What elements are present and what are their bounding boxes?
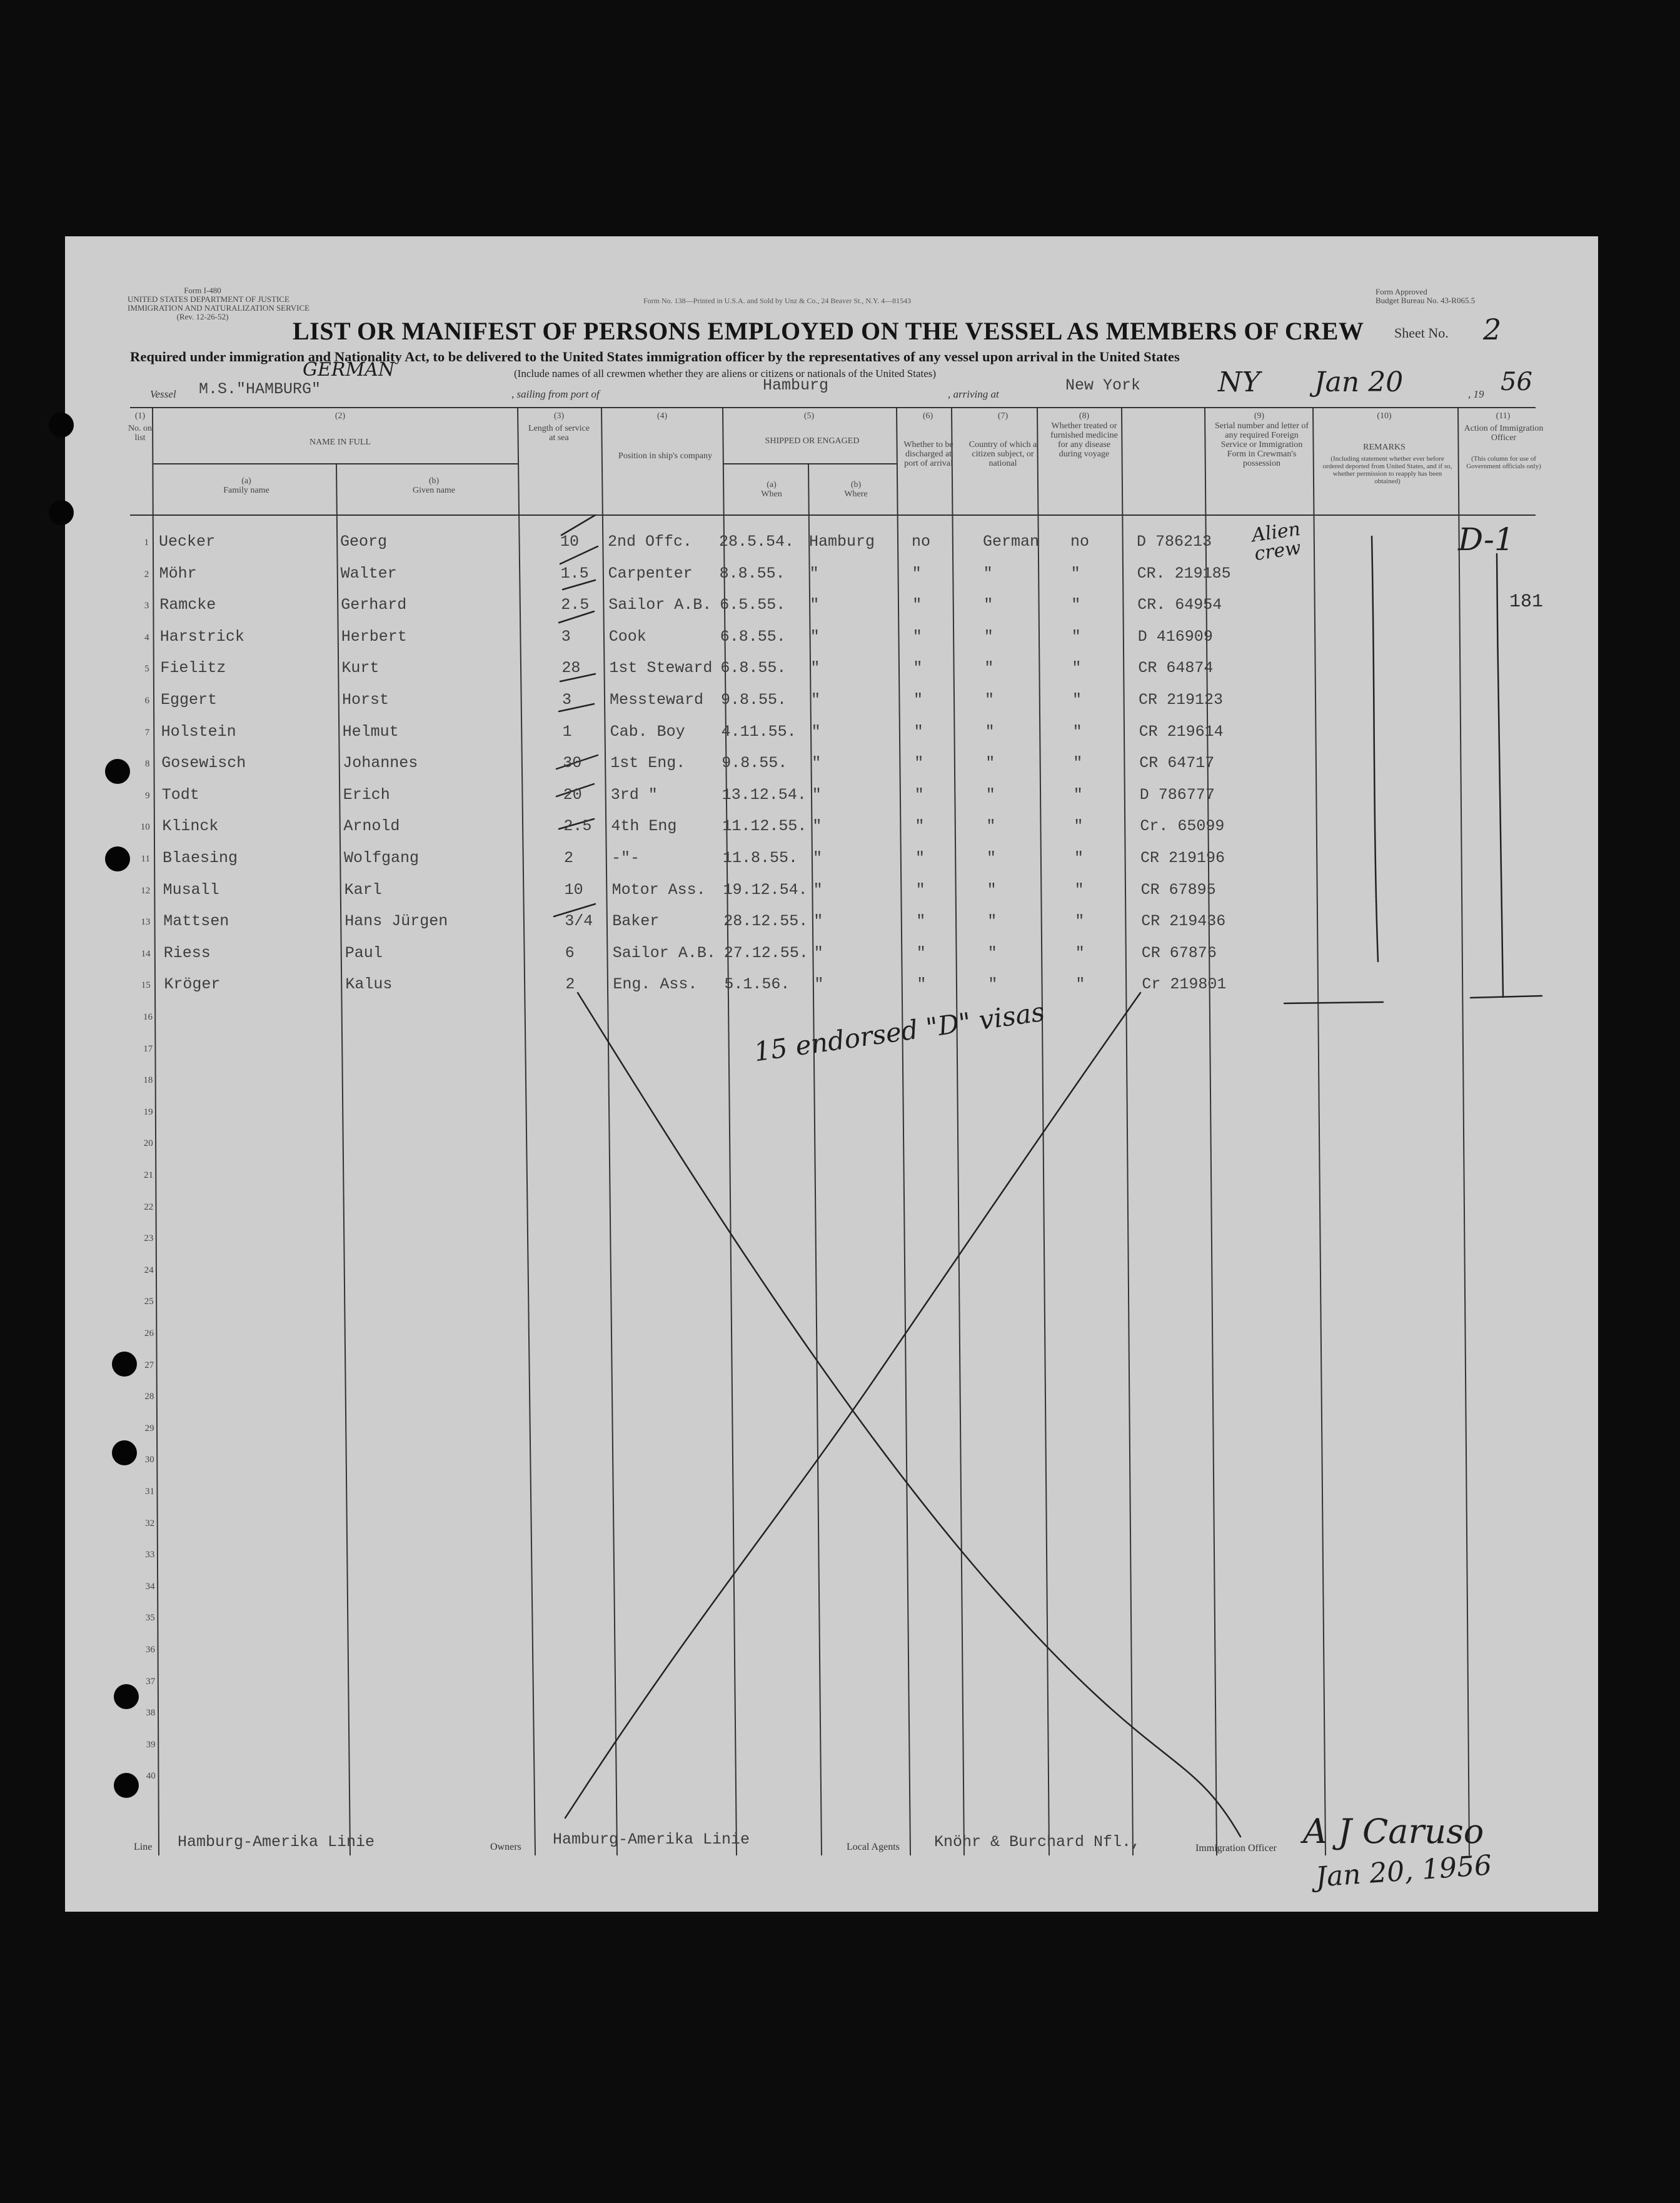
engaged-where: "	[809, 564, 819, 583]
treated: "	[1075, 975, 1085, 994]
officer-label: Immigration Officer	[1195, 1843, 1277, 1854]
service-length: 3/4	[565, 912, 593, 931]
family-name: Harstrick	[159, 627, 244, 646]
agents-label: Local Agents	[847, 1842, 900, 1852]
row-number: 33	[145, 1550, 155, 1560]
engaged-where: "	[813, 912, 823, 931]
position: Carpenter	[608, 564, 693, 583]
engaged-where: "	[811, 691, 821, 709]
revision: (Rev. 12-26-52)	[176, 312, 229, 321]
family-name: Todt	[161, 785, 199, 804]
engaged-when: 4.11.55.	[721, 722, 797, 741]
family-name: Gosewisch	[161, 754, 246, 773]
family-name: Uecker	[159, 533, 216, 551]
service-name: IMMIGRATION AND NATURALIZATION SERVICE	[128, 303, 310, 313]
col2a-header: (a) Family name	[223, 476, 269, 495]
family-name: Ramcke	[159, 596, 216, 615]
treated: "	[1074, 849, 1084, 867]
row-number: 10	[140, 822, 150, 833]
printer-line: Form No. 138—Printed in U.S.A. and Sold by Unz & Co., 24 Beaver St., N.Y. 4—81543	[643, 296, 912, 305]
country: "	[987, 880, 997, 899]
country: "	[983, 627, 993, 646]
row-number: 15	[141, 980, 151, 991]
family-name: Holstein	[161, 722, 236, 741]
serial-number: D 786777	[1139, 785, 1215, 804]
country: "	[985, 722, 995, 741]
country: "	[985, 785, 995, 804]
family-name: Fielitz	[160, 659, 226, 678]
country: "	[986, 817, 996, 836]
vessel-name: M.S."HAMBURG"	[199, 380, 321, 398]
discharged: "	[915, 817, 925, 836]
engaged-when: 11.8.55.	[723, 849, 798, 867]
service-length: 10	[564, 880, 583, 899]
engaged-where: "	[813, 943, 823, 962]
discharged: "	[916, 943, 926, 962]
service-length: 2	[564, 849, 574, 867]
vessel-label: Vessel	[150, 388, 176, 400]
service-length: 3	[561, 627, 571, 646]
engaged-when: 11.12.55.	[722, 817, 807, 836]
given-name: Hans Jürgen	[345, 912, 448, 931]
family-name: Möhr	[159, 564, 197, 583]
family-name: Mattsen	[163, 912, 229, 931]
form-approved: Form Approved	[1376, 287, 1427, 296]
family-name: Blaesing	[163, 849, 238, 867]
service-length: 10	[560, 533, 580, 551]
vessel-annotation: GERMAN	[303, 359, 395, 381]
service-length: 20	[563, 785, 582, 804]
given-name: Gerhard	[341, 596, 407, 615]
engaged-where: "	[810, 659, 820, 678]
serial-number: CR. 64954	[1137, 596, 1222, 615]
hand-date: Jan 20	[1314, 366, 1404, 398]
officer-date: Jan 20, 1956	[1314, 1849, 1493, 1894]
position: 1st Eng.	[610, 754, 686, 773]
row-number: 19	[143, 1107, 153, 1117]
row-number: 37	[146, 1676, 156, 1687]
serial-number: D 786213	[1137, 533, 1212, 551]
discharged: "	[912, 627, 922, 646]
engaged-when: 13.12.54.	[722, 785, 807, 804]
service-length: 2	[565, 975, 575, 994]
col9-header: Serial number and letter of any required Foreign Service or Immigration Form in Crewman's possession	[1214, 421, 1309, 468]
treated: "	[1072, 691, 1082, 709]
serial-number: CR 219196	[1140, 849, 1225, 867]
given-name: Horst	[342, 691, 390, 709]
serial-number: D 416909	[1137, 627, 1213, 646]
manifest-sheet	[65, 236, 1598, 1912]
arriving-label: , arriving at	[948, 388, 999, 400]
position: Cab. Boy	[610, 722, 685, 741]
engaged-when: 6.5.55.	[720, 596, 786, 615]
row-number: 1	[144, 538, 149, 548]
position: Sailor A.B.	[608, 596, 712, 615]
row-number: 8	[144, 759, 150, 770]
col10-header: REMARKS	[1363, 443, 1406, 452]
row-number: 29	[144, 1423, 154, 1433]
position: Messteward	[610, 691, 704, 709]
given-name: Johannes	[343, 754, 418, 773]
given-name: Paul	[345, 943, 383, 962]
row-number: 24	[144, 1265, 154, 1275]
engaged-where: "	[811, 722, 821, 741]
given-name: Erich	[343, 785, 390, 804]
engaged-when: 27.12.55.	[723, 943, 808, 962]
given-name: Arnold	[343, 817, 400, 836]
row-number: 13	[141, 917, 151, 928]
row-number: 27	[144, 1360, 154, 1370]
discharged: "	[913, 722, 923, 741]
row-number: 21	[144, 1170, 153, 1180]
country: "	[984, 659, 994, 678]
given-name: Karl	[344, 880, 382, 899]
serial-number: CR 64874	[1138, 659, 1214, 678]
treated: "	[1072, 659, 1082, 678]
serial-number: CR 64717	[1139, 754, 1215, 773]
position: Cook	[608, 627, 646, 646]
service-length: 30	[563, 754, 582, 773]
family-name: Musall	[163, 880, 219, 899]
country: "	[983, 564, 993, 583]
serial-number: CR 67876	[1141, 943, 1217, 962]
given-name: Walter	[340, 564, 397, 583]
position: Eng. Ass.	[613, 975, 698, 994]
form-number: Form I-480	[184, 286, 221, 295]
col8-header: Whether treated or furnished medicine for any disease during voyage	[1050, 421, 1118, 459]
row-number: 22	[144, 1202, 154, 1212]
country: "	[987, 849, 997, 867]
family-name: Riess	[163, 943, 211, 962]
engaged-where: "	[810, 627, 820, 646]
owners-value: Hamburg-Amerika Linie	[553, 1830, 750, 1849]
col1-header: No. on list	[128, 424, 153, 443]
col11-number: (11)	[1496, 411, 1511, 421]
service-length: 28	[561, 659, 581, 678]
row-number: 30	[144, 1455, 154, 1465]
engaged-when: 8.8.55.	[719, 564, 785, 583]
row-number: 25	[144, 1297, 154, 1307]
engaged-where: "	[813, 849, 823, 867]
col5-number: (5)	[803, 411, 815, 421]
department-name: UNITED STATES DEPARTMENT OF JUSTICE	[128, 294, 289, 304]
col5a-header: (a) When	[761, 480, 782, 499]
row-number: 4	[144, 632, 149, 643]
row-number: 20	[143, 1138, 153, 1149]
given-name: Kalus	[345, 975, 393, 994]
family-name: Klinck	[162, 817, 219, 836]
position: 3rd "	[610, 785, 658, 804]
row-number: 3	[144, 601, 149, 611]
serial-number: CR. 219185	[1137, 564, 1231, 583]
year-prefix: , 19	[1468, 388, 1484, 400]
given-name: Helmut	[342, 722, 399, 741]
row-number: 2	[144, 569, 149, 580]
row-number: 31	[145, 1487, 154, 1497]
service-length: 3	[562, 691, 572, 709]
col5b-header: (b) Where	[844, 480, 868, 499]
required-line: Required under immigration and Nationality Act, to be delivered to the United States immigration officer by the representatives of any vessel upon arrival in the United States	[130, 349, 1180, 364]
serial-number: Cr 219801	[1142, 975, 1227, 994]
engaged-where: "	[810, 596, 820, 615]
hand-port: NY	[1218, 366, 1260, 398]
action-handwriting: D-1	[1458, 521, 1514, 558]
row-number: 6	[144, 696, 149, 706]
treated: "	[1075, 912, 1085, 931]
row-number: 40	[146, 1771, 156, 1782]
row-number: 26	[144, 1328, 154, 1338]
row-number: 28	[144, 1392, 154, 1402]
country: "	[983, 596, 993, 615]
country: "	[985, 754, 995, 773]
discharged: "	[912, 596, 922, 615]
officer-signature: A J Caruso	[1303, 1812, 1484, 1851]
given-name: Wolfgang	[344, 849, 420, 867]
treated: "	[1074, 880, 1084, 899]
engaged-when: 9.8.55.	[722, 754, 788, 773]
treated: "	[1073, 785, 1083, 804]
engaged-where: "	[812, 785, 822, 804]
row-number: 5	[144, 664, 149, 675]
service-length: 1.5	[560, 564, 589, 583]
country: "	[987, 943, 997, 962]
treated: "	[1073, 754, 1083, 773]
discharged: "	[917, 975, 927, 994]
service-length: 1	[562, 722, 572, 741]
col2-header: NAME IN FULL	[309, 438, 371, 447]
country: "	[987, 912, 997, 931]
count-number: 181	[1509, 591, 1544, 613]
engaged-where: "	[814, 975, 824, 994]
family-name: Eggert	[161, 691, 218, 709]
engaged-when: 9.8.55.	[721, 691, 787, 709]
col3-header: Length of service at sea	[528, 424, 590, 443]
col3-number: (3)	[553, 411, 565, 421]
row-number: 16	[143, 1012, 153, 1022]
row-number: 17	[143, 1043, 153, 1054]
position: 4th Eng	[611, 817, 677, 836]
discharged: "	[912, 564, 922, 583]
col4-number: (4)	[656, 411, 668, 421]
treated: "	[1071, 596, 1081, 615]
given-name: Kurt	[341, 659, 380, 678]
row-number: 23	[144, 1233, 154, 1244]
line-value: Hamburg-Amerika Linie	[178, 1833, 375, 1851]
given-name: Herbert	[341, 627, 407, 646]
year-suffix: 56	[1501, 368, 1532, 396]
row-number: 35	[145, 1613, 155, 1623]
country: German	[983, 533, 1040, 551]
row-number: 14	[141, 948, 151, 959]
owners-label: Owners	[490, 1842, 521, 1852]
include-line: (Include names of all crewmen whether they are aliens or citizens or nationals of the United States)	[514, 368, 937, 379]
budget-bureau: Budget Bureau No. 43-R065.5	[1376, 296, 1476, 305]
serial-number: CR 219436	[1141, 912, 1226, 931]
col1-number: (1)	[134, 411, 146, 421]
col6-header: Whether to be discharged at port of arrival	[903, 440, 953, 468]
row-number: 38	[146, 1708, 156, 1719]
row-number: 9	[145, 790, 150, 801]
sailing-label: , sailing from port of	[511, 388, 600, 400]
col2-number: (2)	[334, 411, 346, 421]
row-number: 18	[143, 1075, 153, 1086]
engaged-where: "	[812, 754, 822, 773]
treated: "	[1071, 627, 1081, 646]
discharged: "	[914, 785, 924, 804]
engaged-when: 5.1.56.	[724, 975, 790, 994]
col6-number: (6)	[922, 411, 933, 421]
col7-header: Country of which a citizen subject, or national	[968, 440, 1037, 468]
col10-note: (Including statement whether ever before ordered deported from United States, and if so, whether permission to reapply has been obtained)	[1322, 455, 1452, 485]
engaged-when: 28.12.55.	[723, 912, 808, 931]
discharged: "	[914, 754, 924, 773]
engaged-where: Hamburg	[809, 533, 875, 551]
col9-number: (9)	[1254, 411, 1265, 421]
document-title: LIST OR MANIFEST OF PERSONS EMPLOYED ON THE VESSEL AS MEMBERS OF CREW	[293, 317, 1364, 345]
col11-header: Action of Immigration Officer	[1464, 424, 1544, 443]
discharged: "	[913, 659, 923, 678]
treated: "	[1074, 817, 1084, 836]
row-number: 7	[144, 727, 150, 738]
treated: "	[1072, 722, 1082, 741]
remarks-handwriting: Alien crew	[1250, 518, 1302, 566]
col4-header: Position in ship's company	[618, 451, 712, 461]
position: 1st Steward	[609, 659, 713, 678]
sheet-number-label: Sheet No.	[1394, 325, 1449, 341]
row-number: 39	[146, 1739, 156, 1750]
serial-number: CR 67895	[1140, 880, 1216, 899]
discharged: "	[915, 849, 925, 867]
row-number: 32	[145, 1518, 155, 1528]
engaged-when: 6.8.55.	[720, 627, 786, 646]
sheet-number: 2	[1483, 313, 1502, 346]
engaged-where: "	[812, 817, 822, 836]
serial-number: Cr. 65099	[1140, 817, 1225, 836]
col2b-header: (b) Given name	[412, 476, 456, 495]
engaged-when: 28.5.54.	[719, 533, 795, 551]
treated: no	[1070, 533, 1090, 551]
engaged-when: 6.8.55.	[720, 659, 787, 678]
discharged: no	[912, 533, 931, 551]
position: -"-	[611, 849, 640, 867]
position: Sailor A.B.	[612, 943, 716, 962]
position: 2nd Offc.	[608, 533, 693, 551]
row-number: 11	[141, 854, 150, 864]
col8-number: (8)	[1079, 411, 1090, 421]
treated: "	[1070, 564, 1080, 583]
row-number: 36	[146, 1645, 155, 1655]
discharged: "	[913, 691, 923, 709]
endorsed-note: 15 endorsed "D" visas	[752, 996, 1047, 1068]
service-length: 6	[565, 943, 575, 962]
engaged-where: "	[813, 880, 823, 899]
serial-number: CR 219614	[1139, 722, 1224, 741]
position: Motor Ass.	[611, 880, 706, 899]
position: Baker	[612, 912, 660, 931]
service-length: 2.5	[561, 596, 590, 615]
col7-number: (7)	[997, 411, 1009, 421]
serial-number: CR 219123	[1139, 691, 1224, 709]
service-length: 2.5	[563, 817, 592, 836]
given-name: Georg	[340, 533, 388, 551]
col11-note: (This column for use of Government officials only)	[1466, 455, 1541, 470]
discharged: "	[916, 912, 926, 931]
port-to: New York	[1065, 376, 1141, 394]
row-number: 34	[145, 1581, 155, 1592]
country: "	[985, 691, 995, 709]
col10-number: (10)	[1377, 411, 1392, 421]
country: "	[988, 975, 998, 994]
engaged-when: 19.12.54.	[723, 880, 808, 899]
treated: "	[1075, 943, 1085, 962]
port-from: Hamburg	[763, 376, 829, 394]
col5-header: SHIPPED OR ENGAGED	[765, 436, 860, 446]
row-number: 12	[141, 885, 151, 896]
agents-value: Knöhr & Burchard Nfl.,	[934, 1833, 1141, 1851]
family-name: Kröger	[164, 975, 221, 994]
discharged: "	[915, 880, 925, 899]
line-label: Line	[134, 1842, 153, 1852]
